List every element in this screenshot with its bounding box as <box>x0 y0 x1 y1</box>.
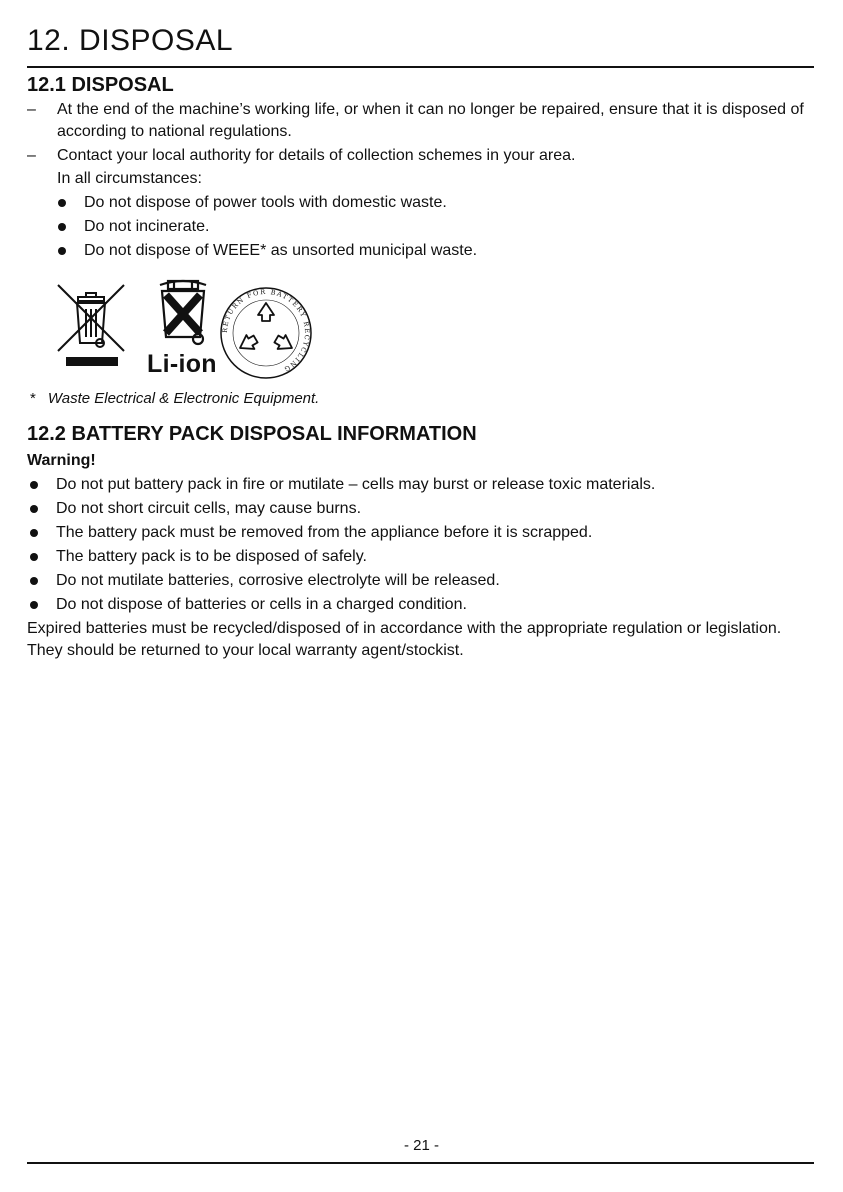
bullet-dot <box>30 601 38 609</box>
warning-label: Warning! <box>27 452 96 469</box>
bullet-text: Do not dispose of batteries or cells in a charged condition. <box>56 596 467 613</box>
bullet-dot <box>30 505 38 513</box>
bullet-text: Do not mutilate batteries, corrosive electrolyte will be released. <box>56 572 500 589</box>
bullet-text: The battery pack is to be disposed of safely. <box>56 548 367 565</box>
dash-item-text: Contact your local authority for details of collection schemes in your area. <box>57 147 576 164</box>
bullet-dot <box>58 199 66 207</box>
bullet-dot <box>30 577 38 585</box>
footnote-text: Waste Electrical & Electronic Equipment. <box>47 390 320 407</box>
expired-batteries-paragraph: Expired batteries must be recycled/disposed of in accordance with the appropriate regulation or legislation. They should be returned to your local warranty agent/stockist. <box>27 620 782 659</box>
li-ion-bin-icon <box>152 277 214 349</box>
dash-list-item <box>27 145 812 167</box>
recycling-ring-text: RETURN FOR BATTERY RECYCLING <box>220 287 312 374</box>
bullet-dot <box>58 247 66 255</box>
bullet-dot <box>30 529 38 537</box>
page-title: 12. DISPOSAL <box>27 24 234 57</box>
bullet-dot <box>58 223 66 231</box>
bullet-item <box>30 474 655 496</box>
li-ion-label: Li-ion <box>147 350 217 378</box>
bullet-text: Do not dispose of WEEE* as unsorted municipal waste. <box>84 242 478 259</box>
dash-list-item <box>27 99 812 143</box>
weee-bin-icon <box>56 283 128 373</box>
bullet-text: The battery pack must be removed from the appliance before it is scrapped. <box>56 524 593 541</box>
footnote-star: * <box>30 390 36 407</box>
dash-marker: – <box>27 101 36 118</box>
battery-recycling-icon <box>218 285 314 381</box>
page-number: - 21 - <box>403 1137 439 1154</box>
section-heading-battery: 12.2 BATTERY PACK DISPOSAL INFORMATION <box>27 423 477 445</box>
dash-marker: – <box>27 147 36 164</box>
bullet-text: Do not put battery pack in fire or mutilate – cells may burst or release toxic materials. <box>56 476 656 493</box>
footer-divider <box>27 1162 814 1164</box>
bullet-text: Do not dispose of power tools with domestic waste. <box>84 194 447 211</box>
bullet-item <box>30 498 361 520</box>
bullet-text: Do not incinerate. <box>84 218 210 235</box>
footnote <box>30 390 319 407</box>
bullet-item <box>30 546 367 568</box>
bullet-item <box>30 522 592 544</box>
bullet-item <box>58 192 447 214</box>
dash-item-text: At the end of the machine’s working life, or when it can no longer be repaired, ensure that it is disposed of according to national regulations. <box>57 101 804 140</box>
title-divider <box>27 66 814 68</box>
bullet-item <box>30 594 467 616</box>
bullet-dot <box>30 481 38 489</box>
bullet-item <box>30 570 500 592</box>
circumstances-intro: In all circumstances: <box>57 170 202 187</box>
bullet-dot <box>30 553 38 561</box>
section-heading-disposal: 12.1 DISPOSAL <box>27 74 174 96</box>
bullet-item <box>58 240 477 262</box>
bullet-text: Do not short circuit cells, may cause burns. <box>56 500 362 517</box>
bullet-item <box>58 216 209 238</box>
